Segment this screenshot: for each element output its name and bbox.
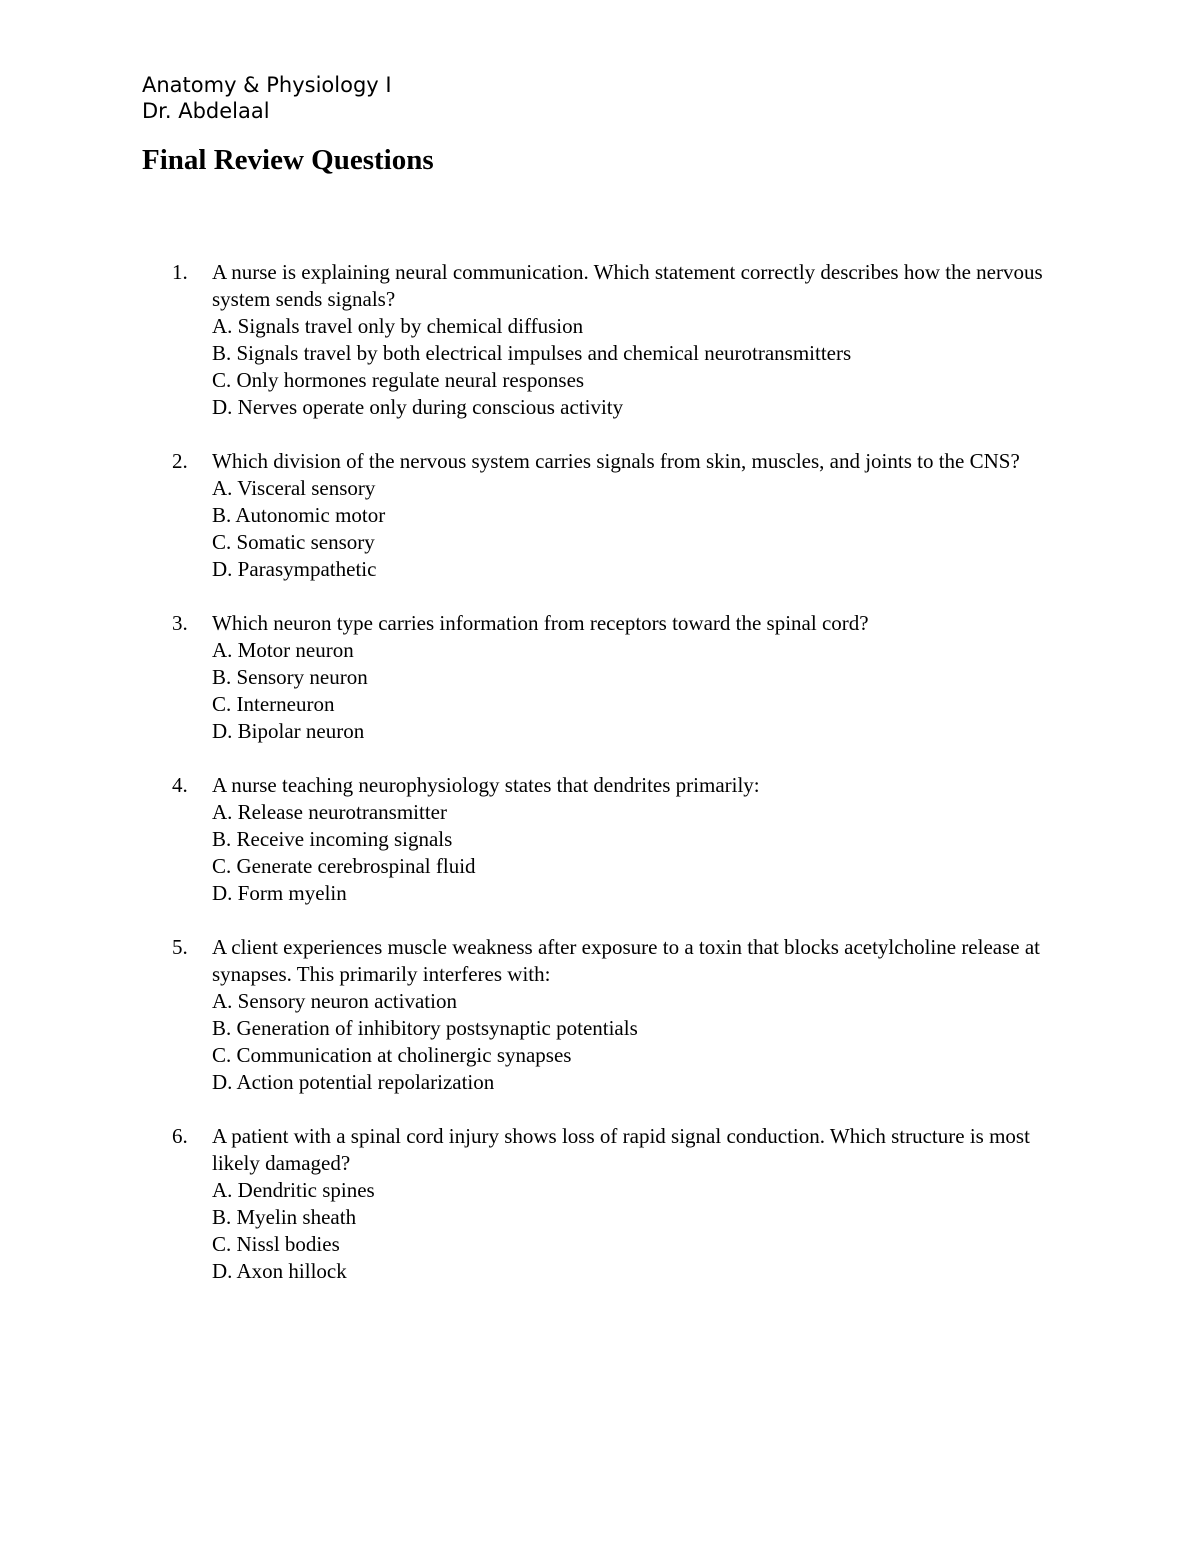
question-text: Which division of the nervous system carries signals from skin, muscles, and joints to the CNS? [212, 449, 1020, 473]
question-item [172, 610, 1072, 745]
question-number: 2. [172, 449, 188, 473]
question-text: A patient with a spinal cord injury shows loss of rapid signal conduction. Which structure is most likely damaged? [212, 1124, 1030, 1175]
answer-option: D. Form myelin [212, 881, 347, 905]
answer-option: C. Communication at cholinergic synapses [212, 1043, 572, 1067]
question-list [172, 259, 1072, 1312]
question-text: A nurse is explaining neural communication. Which statement correctly describes how the nervous system sends signals? [212, 260, 1043, 311]
question-number: 4. [172, 773, 188, 797]
answer-option: A. Dendritic spines [212, 1178, 375, 1202]
question-text: Which neuron type carries information from receptors toward the spinal cord? [212, 611, 869, 635]
answer-option: B. Receive incoming signals [212, 827, 453, 851]
answer-option: D. Bipolar neuron [212, 719, 365, 743]
answer-option: B. Signals travel by both electrical impulses and chemical neurotransmitters [212, 341, 852, 365]
question-item [172, 772, 1072, 907]
question-number: 6. [172, 1124, 188, 1148]
page-title: Final Review Questions [142, 144, 434, 176]
instructor-name: Dr. Abdelaal [142, 99, 270, 123]
question-item [172, 934, 1072, 1096]
answer-option: D. Action potential repolarization [212, 1070, 495, 1094]
answer-option: C. Generate cerebrospinal fluid [212, 854, 476, 878]
answer-option: C. Interneuron [212, 692, 335, 716]
answer-option: B. Generation of inhibitory postsynaptic potentials [212, 1016, 638, 1040]
answer-option: B. Sensory neuron [212, 665, 368, 689]
answer-option: D. Axon hillock [212, 1259, 347, 1283]
answer-option: B. Myelin sheath [212, 1205, 357, 1229]
question-item [172, 259, 1072, 421]
answer-option: A. Signals travel only by chemical diffusion [212, 314, 584, 338]
answer-option: A. Sensory neuron activation [212, 989, 457, 1013]
document-header [142, 72, 392, 124]
answer-option: A. Release neurotransmitter [212, 800, 447, 824]
question-text: A client experiences muscle weakness after exposure to a toxin that blocks acetylcholine release at synapses. This primarily interferes with: [212, 935, 1041, 986]
question-number: 1. [172, 260, 188, 284]
question-item [172, 1123, 1072, 1285]
answer-option: D. Parasympathetic [212, 557, 377, 581]
answer-option: C. Only hormones regulate neural responses [212, 368, 585, 392]
course-name: Anatomy & Physiology I [142, 73, 392, 97]
question-text: A nurse teaching neurophysiology states that dendrites primarily: [212, 773, 760, 797]
answer-option: B. Autonomic motor [212, 503, 386, 527]
question-item [172, 448, 1072, 583]
answer-option: D. Nerves operate only during conscious activity [212, 395, 624, 419]
question-number: 5. [172, 935, 188, 959]
answer-option: C. Somatic sensory [212, 530, 375, 554]
answer-option: A. Visceral sensory [212, 476, 376, 500]
question-number: 3. [172, 611, 188, 635]
answer-option: C. Nissl bodies [212, 1232, 340, 1256]
answer-option: A. Motor neuron [212, 638, 354, 662]
